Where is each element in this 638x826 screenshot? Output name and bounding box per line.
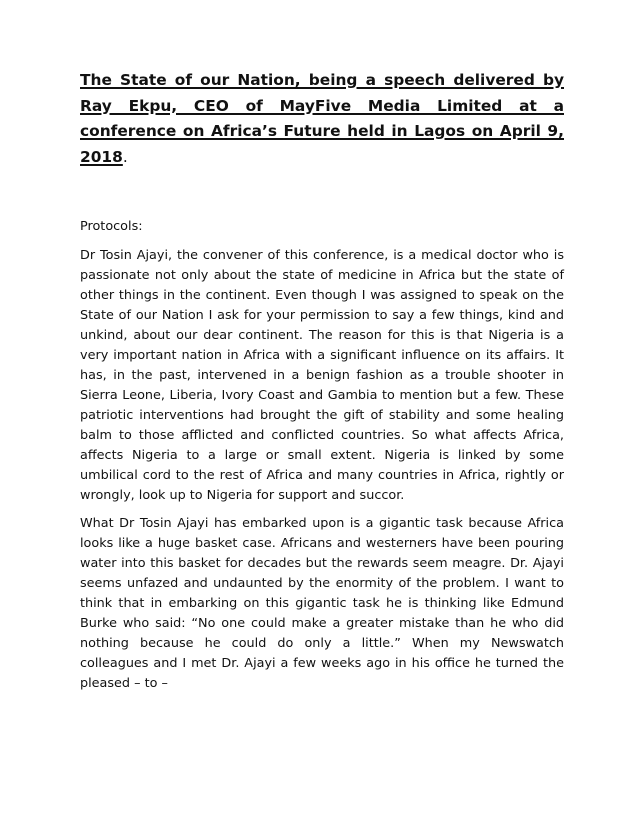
paragraph-2: What Dr Tosin Ajayi has embarked upon is a gigantic task because Africa looks like a huge basket case. Africans and westerners have been pouring water into this basket for decades but the rewards seem meagre. Dr. Ajayi seems unfazed and undaunted by the enormity of the problem. I want to think that in embarking on this gigantic task he is thinking like Edmund Burke who said: “No one could make a greater mistake than he who did nothing because he could do only a little.” When my Newswatch colleagues and I met Dr. Ajayi a few weeks ago in his office he turned the pleased – to –: [80, 516, 564, 691]
speech-title-text: The State of our Nation, being a speech delivered by Ray Ekpu, CEO of MayFive Media Limited at a conference on Africa’s Future held in Lagos on April 9, 2018: [80, 71, 564, 166]
speech-title: [80, 68, 564, 170]
paragraph-1: Dr Tosin Ajayi, the convener of this conference, is a medical doctor who is passionate not only about the state of medicine in Africa but the state of other things in the continent. Even though I was assigned to speak on the State of our Nation I ask for your permission to say a few things, kind and unkind, about our dear continent. The reason for this is that Nigeria is a very important nation in Africa with a significant influence on its affairs. It has, in the past, intervened in a benign fashion as a trouble shooter in Sierra Leone, Liberia, Ivory Coast and Gambia to mention but a few. These patriotic interventions had brought the gift of stability and some healing balm to those afflicted and conflicted countries. So what affects Africa, affects Nigeria to a large or small extent. Nigeria is linked by some umbilical cord to the rest of Africa and many countries in Africa, rightly or wrongly, look up to Nigeria for support and succor.: [80, 248, 564, 503]
protocols-label: Protocols:: [80, 219, 143, 234]
document-page: [80, 68, 564, 694]
speech-title-period: .: [122, 147, 128, 166]
